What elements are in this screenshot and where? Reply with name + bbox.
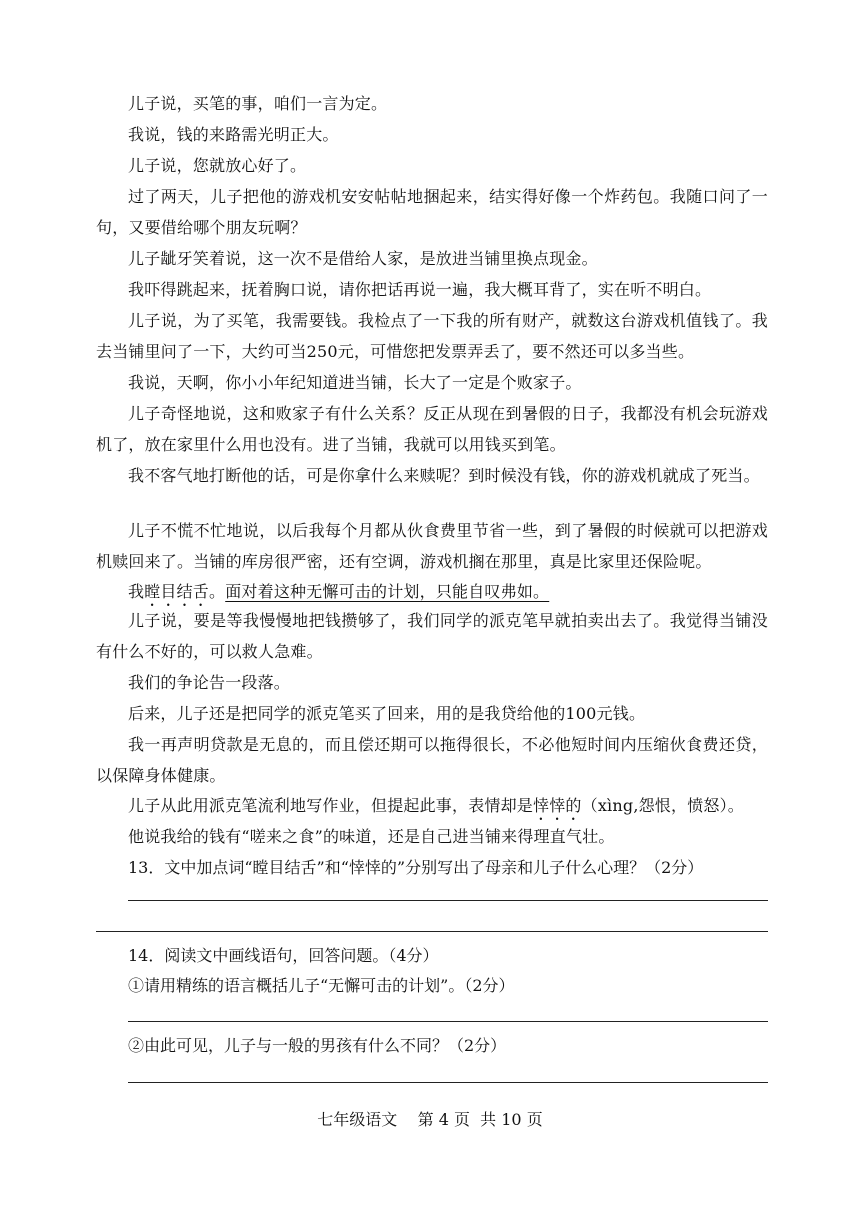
- paragraph-14: 我们的争论告一段落。: [128, 673, 291, 692]
- underlined-sentence: 面对着这种无懈可击的计划，只能自叹弗如。: [225, 582, 550, 601]
- paragraph-12-prefix: 我: [128, 582, 145, 601]
- paragraph-7: 儿子说，为了买笔，我需要钱。我检点了一下我的所有财产，就数这台游戏机值钱了。我去当铺里问了一下，大约可当250元，可惜您把发票弄丢了，要不然还可以多当些。: [96, 311, 768, 361]
- paragraph-2: 我说，钱的来路需光明正大。: [128, 125, 339, 144]
- page-footer: 七年级语文 第 4 页 共 10 页: [317, 1110, 543, 1129]
- paragraph-1: 儿子说，买笔的事，咱们一言为定。: [128, 94, 388, 113]
- question-14-part-1: ①请用精练的语言概括儿子“无懈可击的计划”。（2分）: [128, 976, 515, 995]
- dotted-word-xingxing: 悻悻的: [533, 796, 582, 815]
- paragraph-6: 我吓得跳起来，抚着胸口说，请你把话再说一遍，我大概耳背了，实在听不明白。: [128, 280, 712, 299]
- paragraph-13: 儿子说，要是等我慢慢地把钱攒够了，我们同学的派克笔早就拍卖出去了。我觉得当铺没有什么不好的，可以救人急难。: [96, 611, 768, 661]
- answer-line-13a[interactable]: [128, 900, 768, 901]
- paragraph-15: 后来，儿子还是把同学的派克笔买了回来，用的是我贷给他的100元钱。: [128, 704, 646, 723]
- question-14: 14．阅读文中画线语句，回答问题。（4分）: [128, 946, 439, 965]
- question-14-part-2: ②由此可见，儿子与一般的男孩有什么不同？（2分）: [128, 1036, 507, 1055]
- paragraph-9: 儿子奇怪地说，这和败家子有什么关系？反正从现在到暑假的日子，我都没有机会玩游戏机了，放在家里什么用也没有。进了当铺，我就可以用钱买到笔。: [96, 404, 768, 454]
- answer-line-13b[interactable]: [96, 931, 768, 932]
- paragraph-11: 儿子不慌不忙地说，以后我每个月都从伙食费里节省一些，到了暑假的时候就可以把游戏机赎回来了。当铺的库房很严密，还有空调，游戏机搁在那里，真是比家里还保险呢。: [96, 521, 768, 571]
- paragraph-8: 我说，天啊，你小小年纪知道进当铺，长大了一定是个败家子。: [128, 373, 582, 392]
- answer-line-14-1[interactable]: [128, 1021, 768, 1022]
- paragraph-18: 他说我给的钱有“嗟来之食”的味道，还是自己进当铺来得理直气壮。: [128, 827, 615, 846]
- paragraph-12-mid: 。: [209, 582, 226, 601]
- dotted-word-dengmu: 瞠目结舌: [144, 582, 210, 601]
- question-13: 13．文中加点词“瞠目结舌”和“悻悻的”分别写出了母亲和儿子什么心理？（2分）: [128, 858, 704, 877]
- paragraph-4: 过了两天，儿子把他的游戏机安安帖帖地捆起来，结实得好像一个炸药包。我随口问了一句，又要借给哪个朋友玩啊？: [96, 187, 768, 237]
- answer-line-14-2[interactable]: [128, 1082, 768, 1083]
- paragraph-10: 我不客气地打断他的话，可是你拿什么来赎呢？到时候没有钱，你的游戏机就成了死当。: [128, 466, 760, 485]
- paragraph-17-prefix: 儿子从此用派克笔流利地写作业，但提起此事，表情却是: [128, 796, 534, 815]
- paragraph-17: [96, 790, 768, 824]
- paragraph-17-suffix: （xìng,怨恨，愤怒）。: [581, 796, 744, 815]
- paragraph-16: 我一再声明贷款是无息的，而且偿还期可以拖得很长，不必他短时间内压缩伙食费还贷，以保障身体健康。: [96, 735, 768, 785]
- paragraph-3: 儿子说，您就放心好了。: [128, 156, 307, 175]
- paragraph-5: 儿子龇牙笑着说，这一次不是借给人家，是放进当铺里换点现金。: [128, 249, 598, 268]
